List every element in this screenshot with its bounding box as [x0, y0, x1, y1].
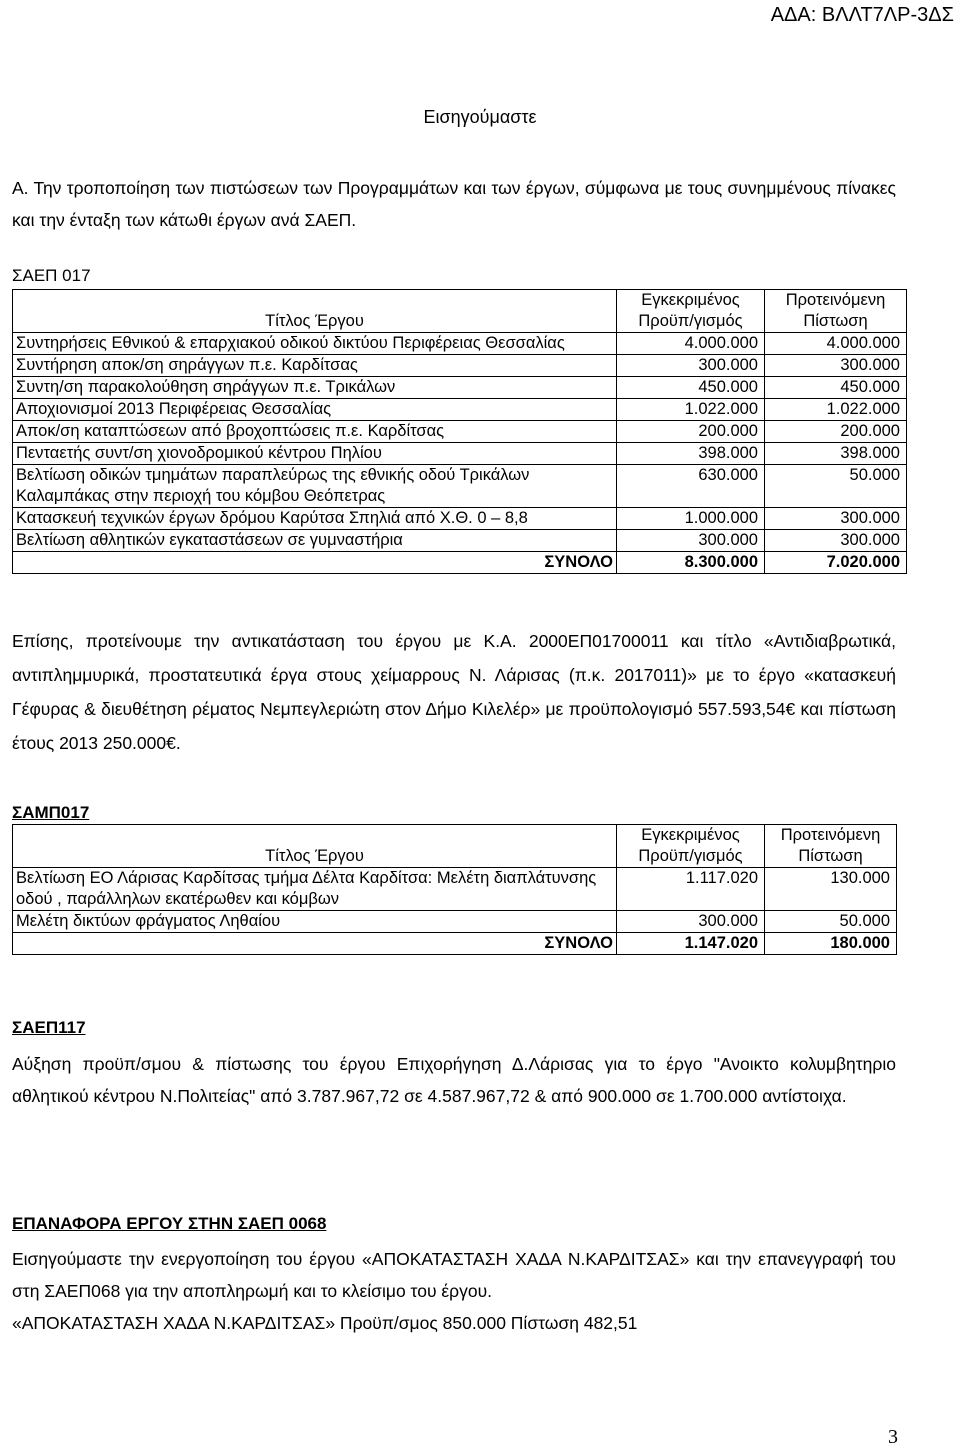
row-credit: 1.022.000	[765, 399, 907, 421]
row-credit: 398.000	[765, 443, 907, 465]
table-row	[13, 868, 897, 911]
table-row	[13, 333, 907, 355]
table-header-row	[13, 290, 907, 333]
col-title-header: Τίτλος Έργου	[13, 825, 617, 868]
row-credit: 130.000	[765, 868, 897, 911]
table-row	[13, 421, 907, 443]
table-row	[13, 399, 907, 421]
saep117-heading: ΣΑΕΠ117	[12, 1018, 86, 1037]
row-credit: 450.000	[765, 377, 907, 399]
row-credit: 50.000	[765, 465, 907, 508]
row-title: Πενταετής συντ/ση χιονοδρομικού κέντρου Πηλίου	[13, 443, 617, 465]
row-credit: 300.000	[765, 508, 907, 530]
intro-title: Εισηγούμαστε	[423, 107, 537, 127]
table-row	[13, 465, 907, 508]
total-budget: 1.147.020	[617, 933, 765, 955]
row-budget: 630.000	[617, 465, 765, 508]
row-budget: 4.000.000	[617, 333, 765, 355]
row-budget: 300.000	[617, 530, 765, 552]
total-row	[13, 933, 897, 955]
saep017-table	[12, 289, 907, 574]
saep017-heading: ΣΑΕΠ 017	[12, 266, 91, 285]
row-credit: 200.000	[765, 421, 907, 443]
reference-heading: ΕΠΑΝΑΦΟΡΑ ΕΡΓΟΥ ΣΤΗΝ ΣΑΕΠ 0068	[12, 1214, 327, 1233]
col-budget-header: Εγκεκριμένος Προϋπ/γισμός	[617, 290, 765, 333]
row-title: Κατασκευή τεχνικών έργων δρόμου Καρύτσα Σπηλιά από Χ.Θ. 0 – 8,8	[13, 508, 617, 530]
row-budget: 1.000.000	[617, 508, 765, 530]
row-budget: 200.000	[617, 421, 765, 443]
table-row	[13, 355, 907, 377]
point-a	[12, 172, 896, 236]
col-title-header: Τίτλος Έργου	[13, 290, 617, 333]
row-credit: 50.000	[765, 911, 897, 933]
total-label: ΣΥΝΟΛΟ	[13, 933, 617, 955]
row-credit: 4.000.000	[765, 333, 907, 355]
page-number: 3	[888, 1426, 898, 1448]
point-a-text: Α. Την τροποποίηση των πιστώσεων των Προγραμμάτων και των έργων, σύμφωνα με τους συνημμένους πίνακες και την ένταξη των κάτωθι έργων ανά ΣΑΕΠ.	[12, 178, 896, 230]
row-title: Συντηρήσεις Εθνικού & επαρχιακού οδικού δικτύου Περιφέρειας Θεσσαλίας	[13, 333, 617, 355]
table-header-row	[13, 825, 897, 868]
table-row	[13, 443, 907, 465]
row-budget: 398.000	[617, 443, 765, 465]
row-title: Βελτίωση ΕΟ Λάρισας Καρδίτσας τμήμα Δέλτα Καρδίτσα: Μελέτη διαπλάτυνσης οδού , παράλληλων εκατέρωθεν και κόμβων	[13, 868, 617, 911]
saep117-paragraph	[12, 1048, 896, 1112]
replacement-text: Επίσης, προτείνουμε την αντικατάσταση του έργου με Κ.Α. 2000ΕΠ01700011 και τίτλο «Αντιδιαβρωτικά, αντιπλημμυρικά, προστατευτικά έργα στους χείμαρρους Ν. Λάρισας (π.κ. 2017011)» με το έργο «κατασκευή Γέφυρας & διευθέτηση ρέματος Νεμπεγλεριώτη στον Δήμο Κιλελέρ» με προϋπολογισμό 557.593,54€ και πίστωση έτους 2013 250.000€.	[12, 631, 896, 753]
row-credit: 300.000	[765, 530, 907, 552]
col-budget-header: Εγκεκριμένος Προϋπ/γισμός	[617, 825, 765, 868]
saep117-text: Αύξηση προϋπ/σμου & πίστωσης του έργου Επιχορήγηση Δ.Λάρισας για το έργο "Ανοικτο κολυμβητηριο αθλητικού κέντρου Ν.Πολιτείας" από 3.787.967,72 σε 4.587.967,72 & από 900.000 σε 1.700.000 αντίστοιχα.	[12, 1054, 896, 1106]
table-row	[13, 377, 907, 399]
row-budget: 1.117.020	[617, 868, 765, 911]
row-budget: 300.000	[617, 911, 765, 933]
row-title: Βελτίωση αθλητικών εγκαταστάσεων σε γυμναστήρια	[13, 530, 617, 552]
replacement-paragraph	[12, 624, 896, 760]
row-title: Βελτίωση οδικών τμημάτων παραπλεύρως της εθνικής οδού Τρικάλων Καλαμπάκας στην περιοχή του κόμβου Θεόπετρας	[13, 465, 617, 508]
total-budget: 8.300.000	[617, 552, 765, 574]
total-row	[13, 552, 907, 574]
total-label: ΣΥΝΟΛΟ	[13, 552, 617, 574]
total-credit: 7.020.000	[765, 552, 907, 574]
row-title: Συντη/ση παρακολούθηση σηράγγων π.ε. Τρικάλων	[13, 377, 617, 399]
samp017-heading: ΣΑΜΠ017	[12, 803, 90, 822]
row-budget: 450.000	[617, 377, 765, 399]
reference-text: Εισηγούμαστε την ενεργοποίηση του έργου «ΑΠΟΚΑΤΑΣΤΑΣΗ ΧΑΔΑ Ν.ΚΑΡΔΙΤΣΑΣ» και την επανεγγραφή του στη ΣΑΕΠ068 για την αποπληρωμή και το κλείσιμο του έργου.	[12, 1249, 896, 1301]
row-title: Συντήρηση αποκ/ση σηράγγων π.ε. Καρδίτσας	[13, 355, 617, 377]
row-budget: 1.022.000	[617, 399, 765, 421]
row-credit: 300.000	[765, 355, 907, 377]
table-row	[13, 911, 897, 933]
samp017-table	[12, 824, 897, 955]
row-title: Μελέτη δικτύων φράγματος Ληθαίου	[13, 911, 617, 933]
col-credit-header: Προτεινόμενη Πίστωση	[765, 290, 907, 333]
reference-paragraph	[12, 1243, 896, 1339]
row-title: Αποχιονισμοί 2013 Περιφέρειας Θεσσαλίας	[13, 399, 617, 421]
ada-code: ΑΔΑ: ΒΛΛΤ7ΛΡ-3ΔΣ	[770, 4, 954, 26]
total-credit: 180.000	[765, 933, 897, 955]
table-row	[13, 508, 907, 530]
reference-line3: «ΑΠΟΚΑΤΑΣΤΑΣΗ ΧΑΔΑ Ν.ΚΑΡΔΙΤΣΑΣ» Προϋπ/σμος 850.000 Πίστωση 482,51	[12, 1313, 638, 1333]
col-credit-header: Προτεινόμενη Πίστωση	[765, 825, 897, 868]
table-row	[13, 530, 907, 552]
row-title: Αποκ/ση καταπτώσεων από βροχοπτώσεις π.ε. Καρδίτσας	[13, 421, 617, 443]
row-budget: 300.000	[617, 355, 765, 377]
